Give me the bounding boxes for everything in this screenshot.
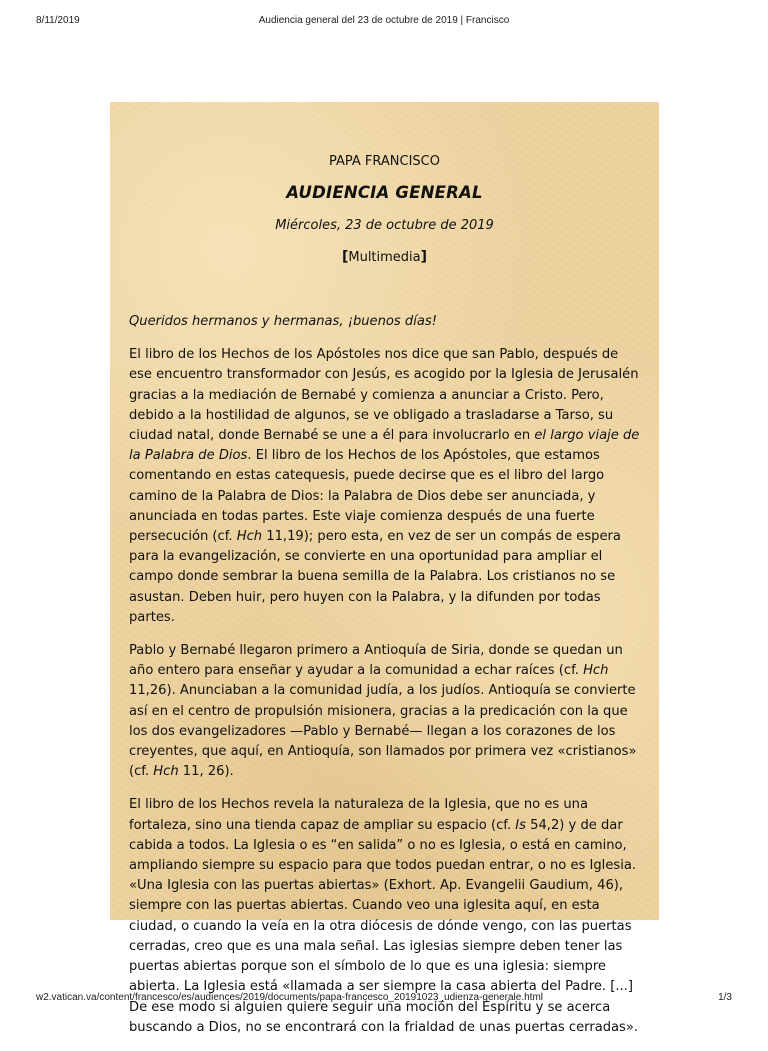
print-header (0, 15, 768, 31)
p2-text-a: Pablo y Bernabé llegaron primero a Antioquía de Siria, donde se quedan un año entero para enseñar y ayudar a la comunidad a echar raíces (cf. (129, 643, 623, 679)
p1-text-e: 11,19); pero esta, en vez de ser un compás de espera para la evangelización, se convierte en una oportunidad para ampliar el campo donde sembrar la buena semilla de la Palabra. Los cristianos no se asustan. Deben huir, pero huyen con la Palabra, y la difunden por todas partes. (129, 529, 621, 625)
p1-ref-hch: Hch (236, 529, 263, 545)
paragraph-1 (129, 345, 643, 628)
document-body (129, 312, 643, 1051)
paragraph-2 (129, 641, 643, 782)
p3-text-c: 54,2) y de dar cabida a todos. La Iglesia o es “en salida” o no es Iglesia, o está en camino, ampliando siempre su espacio para que todos puedan entrar, o no es Iglesia. «Una Iglesia con las puertas abiertas» (Exhort. Ap. Evangelii Gaudium, 46), siempre con las puertas abiertas. Cuando veo una iglesita aquí, en esta ciudad, o cuando la veía en la otra diócesis de dónde vengo, con las puertas cerradas, creo que es una mala señal. Las iglesias siempre deben tener las puertas abiertas porque son el símbolo de lo que es una iglesia: siempre abierta. La Iglesia está «llamada a ser siempre la casa abierta del Padre. [...] De ese modo si alguien quiere seguir una moción del Espíritu y se acerca buscando a Dios, no se encontrará con la frialdad de unas puertas cerradas». (129, 817, 639, 1035)
p2-text-e: 11, 26). (178, 764, 234, 780)
p1-emphasis: el largo viaje de la Palabra de Dios (129, 428, 640, 464)
document-date: Miércoles, 23 de octubre de 2019 (275, 218, 494, 233)
print-page-title: Audiencia general del 23 de octubre de 2019 | Francisco (258, 15, 510, 26)
p2-ref-hch-2: Hch (153, 764, 179, 780)
p1-text-a: El libro de los Hechos de los Apóstoles nos dice que san Pablo, después de ese encuentro transformador con Jesús, es acogido por la Iglesia de Jerusalén gracias a la mediación de Bernabé y comienza a anunciar a Cristo. Pero, debido a la hostilidad de algunos, se ve obligado a trasladarse a Tarso, su ciudad natal, donde Bernabé se une a él para involucrarlo en (129, 347, 639, 444)
document-title: AUDIENCIA GENERAL (286, 183, 483, 202)
bracket-close: ] (420, 249, 428, 265)
print-url: w2.vatican.va/content/francesco/es/audiences/2019/documents/papa-francesco_20191023_udienza-generale.html (36, 992, 544, 1003)
print-date: 8/11/2019 (36, 15, 80, 26)
p2-text-c: 11,26). Anunciaban a la comunidad judía, a los judíos. Antioquía se convierte así en el centro de propulsión misionera, gracias a la predicación con la que los dos evangelizadores —Pablo y Bernabé— llegan a los corazones de los creyentes, que aquí, en Antioquía, son llamados por primera vez «cristianos» (cf. (129, 683, 637, 780)
p2-ref-hch-1: Hch (583, 663, 609, 679)
print-page-number: 1/3 (718, 992, 732, 1003)
p1-text-c: . El libro de los Hechos de los Apóstoles, que estamos comentando en estas catequesis, puede decirse que es el libro del largo camino de la Palabra de Dios: la Palabra de Dios debe ser anunciada, y anunciada en todas partes. Este viaje comienza después de una fuerte persecución (cf. (129, 448, 605, 545)
multimedia-line (110, 249, 659, 265)
multimedia-link[interactable]: Multimedia (348, 250, 421, 265)
p3-text-a: El libro de los Hechos revela la naturaleza de la Iglesia, que no es una fortaleza, sino una tienda capaz de ampliar su espacio (cf. (129, 797, 588, 833)
p3-ref-is: Is (515, 817, 526, 833)
bracket-open: [ (341, 249, 349, 265)
author-label: PAPA FRANCISCO (328, 154, 440, 169)
greeting: Queridos hermanos y hermanas, ¡buenos días! (129, 314, 437, 329)
print-footer (0, 992, 768, 1008)
